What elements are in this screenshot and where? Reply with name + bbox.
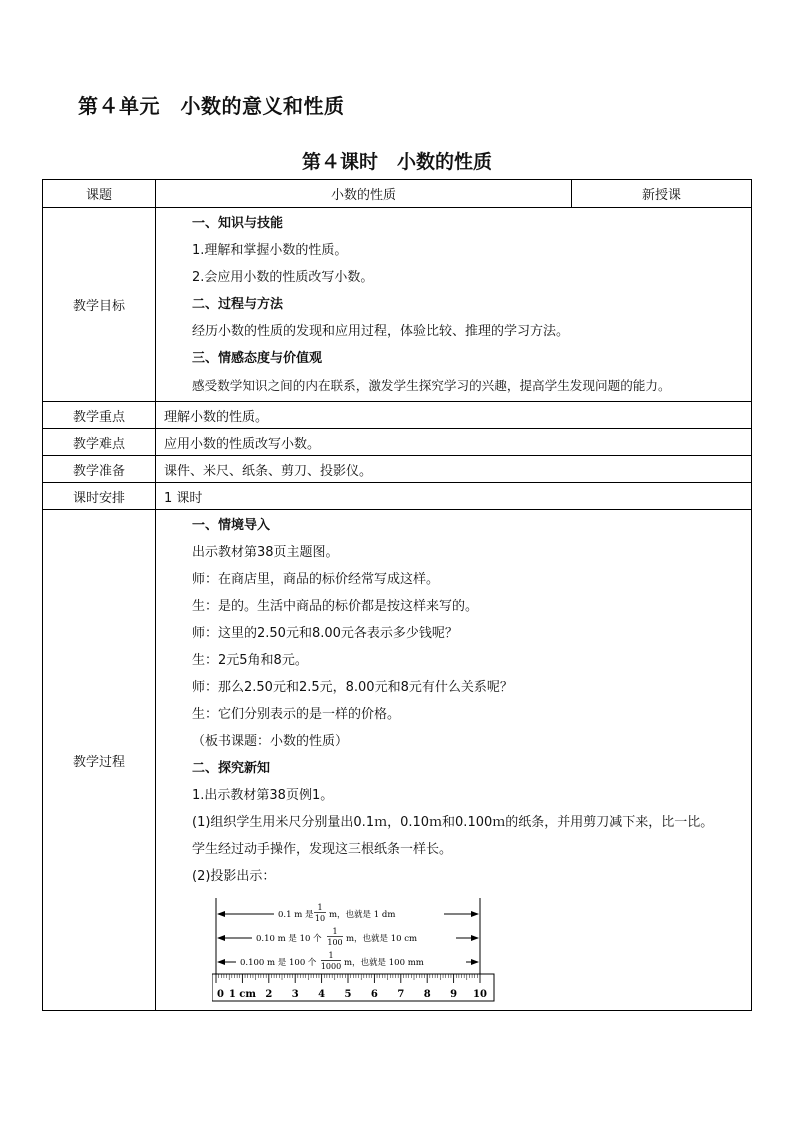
preparation-value: 课件、米尺、纸条、剪刀、投影仪。 — [156, 456, 752, 483]
row1-post: m，也就是 1 dm — [329, 910, 396, 920]
ruler-tick-label: 6 — [370, 989, 378, 1000]
objectives-item-1: 1.理解和掌握小数的性质。 — [192, 243, 348, 258]
process-content — [156, 510, 752, 1011]
schedule-label: 课时安排 — [43, 483, 156, 510]
unit-title: 第４单元 小数的意义和性质 — [78, 94, 345, 118]
ruler-tick-label: 8 — [423, 989, 431, 1000]
objectives-row — [43, 208, 752, 402]
process-row — [43, 510, 752, 1011]
row1-pre: 0.1 m 是 — [278, 910, 314, 920]
objectives-label: 教学目标 — [43, 208, 156, 402]
ruler-tick-label: 4 — [318, 989, 326, 1000]
row2-num: 1 — [332, 927, 338, 936]
ruler-tick-label: 3 — [291, 989, 299, 1000]
objectives-section-3: 三、情感态度与价值观 — [192, 351, 323, 366]
row3-post: m，也就是 100 mm — [344, 958, 424, 968]
preparation-label: 教学准备 — [43, 456, 156, 483]
process-line: 生：它们分别表示的是一样的价格。 — [192, 707, 401, 722]
ruler-tick-label: 9 — [450, 989, 458, 1000]
row3-num: 1 — [328, 951, 334, 960]
key-point-value: 理解小数的性质。 — [156, 402, 752, 429]
process-line: 师：这里的2.50元和8.00元各表示多少钱呢？ — [192, 626, 458, 641]
process-line: 师：那么2.50元和2.5元，8.00元和8元有什么关系呢？ — [192, 680, 513, 695]
topic-value: 小数的性质 — [156, 180, 572, 208]
lesson-plan-table — [42, 179, 752, 1011]
difficulty-value: 应用小数的性质改写小数。 — [156, 429, 752, 456]
process-line: 生：是的。生活中商品的标价都是按这样来写的。 — [192, 599, 479, 614]
lesson-title: 第４课时 小数的性质 — [301, 151, 492, 173]
ruler-diagram — [212, 898, 502, 1006]
process-line: 生：2元5角和8元。 — [192, 653, 308, 668]
ruler-tick-label: 10 — [473, 989, 487, 1000]
difficulty-label: 教学难点 — [43, 429, 156, 456]
objectives-content — [156, 208, 752, 402]
process-line: (2)投影出示： — [192, 869, 276, 884]
ruler-tick-label: 2 — [265, 989, 273, 1000]
objectives-item-2: 2.会应用小数的性质改写小数。 — [192, 270, 374, 285]
key-point-label: 教学重点 — [43, 402, 156, 429]
objectives-item-3: 经历小数的性质的发现和应用过程，体验比较、推理的学习方法。 — [192, 324, 570, 339]
row1-den: 10 — [314, 914, 326, 923]
lesson-type: 新授课 — [572, 180, 752, 208]
header-row — [43, 180, 752, 208]
ruler-tick-label: 1 cm — [228, 989, 256, 1000]
ruler-tick-label: 7 — [397, 989, 405, 1000]
objectives-section-1: 一、知识与技能 — [192, 216, 284, 231]
row3-den: 1000 — [320, 962, 342, 971]
ruler-tick-label: 0 — [217, 989, 224, 1000]
process-line: （板书课题：小数的性质） — [192, 734, 349, 749]
objectives-section-2: 二、过程与方法 — [192, 297, 284, 312]
difficulty-row — [43, 429, 752, 456]
schedule-value: 1 课时 — [156, 483, 752, 510]
topic-label: 课题 — [43, 180, 156, 208]
ruler-figure — [162, 890, 745, 1008]
key-point-row — [43, 402, 752, 429]
row3-pre: 0.100 m 是 100 个 — [240, 958, 317, 968]
row2-den: 100 — [327, 938, 343, 947]
process-line: 师：在商店里，商品的标价经常写成这样。 — [192, 572, 440, 587]
row1-num: 1 — [317, 903, 323, 912]
process-section-2: 二、探究新知 — [192, 761, 271, 776]
preparation-row — [43, 456, 752, 483]
schedule-row — [43, 483, 752, 510]
row2-post: m，也就是 10 cm — [346, 934, 418, 944]
process-line: 1.出示教材第38页例1。 — [192, 788, 334, 803]
process-line: 出示教材第38页主题图。 — [192, 545, 339, 560]
process-line: (1)组织学生用米尺分别量出0.1ｍ，0.10ｍ和0.100ｍ的纸条，并用剪刀减下来，比一比。 — [192, 815, 714, 830]
process-label: 教学过程 — [43, 510, 156, 1011]
process-line: 学生经过动手操作，发现这三根纸条一样长。 — [192, 842, 453, 857]
process-section-1: 一、情境导入 — [192, 518, 271, 533]
objectives-item-4: 感受数学知识之间的内在联系，激发学生探究学习的兴趣，提高学生发现问题的能力。 — [192, 378, 671, 393]
row2-pre: 0.10 m 是 10 个 — [256, 934, 322, 944]
ruler-tick-label: 5 — [344, 989, 352, 1000]
